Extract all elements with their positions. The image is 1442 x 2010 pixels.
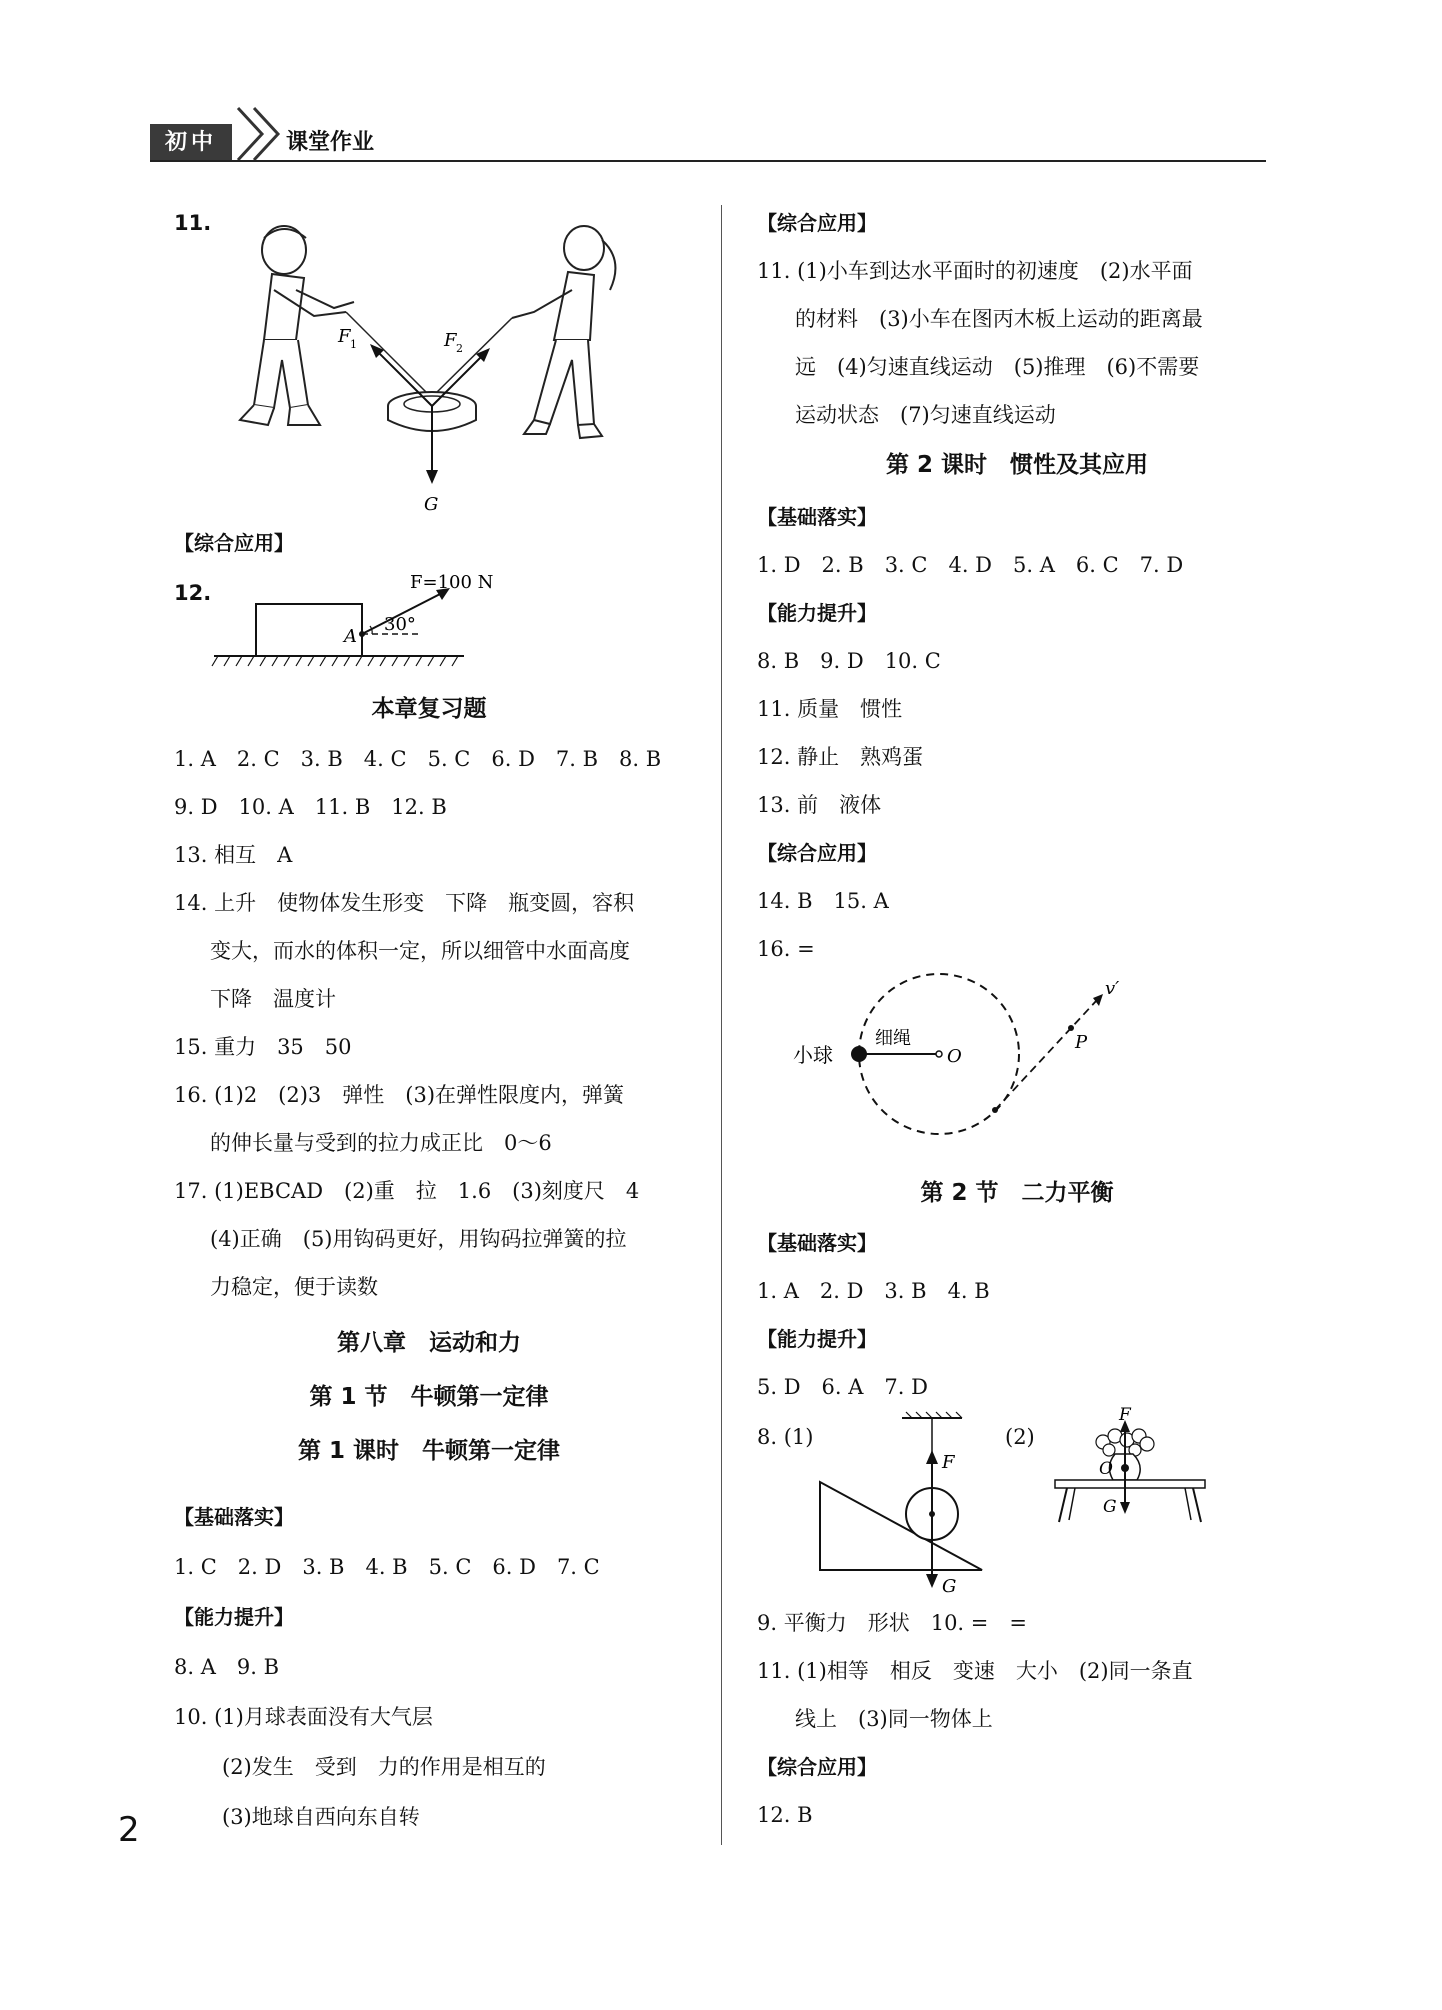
answer-line: 11. (1)相等 相反 变速 大小 (2)同一条直 xyxy=(757,1659,1193,1683)
review-line: 力稳定，便于读数 xyxy=(210,1275,378,1299)
ball-incline-figure xyxy=(812,1410,992,1600)
answer-line: 13. 前 液体 xyxy=(757,793,882,817)
q12-number: 12. xyxy=(174,581,212,605)
answer-line: 11. 质量 惯性 xyxy=(757,697,903,721)
section-label: 【能力提升】 xyxy=(174,1605,294,1629)
review-line: 13. 相互 A xyxy=(174,843,293,867)
answer-line: 9. 平衡力 形状 10. = = xyxy=(757,1611,1027,1635)
answer-line: 远 (4)匀速直线运动 (5)推理 (6)不需要 xyxy=(795,355,1200,379)
header-title: 课堂作业 xyxy=(286,130,375,155)
answer-line: 8. B 9. D 10. C xyxy=(757,649,941,673)
page-header xyxy=(150,104,1266,160)
section-label: 【基础落实】 xyxy=(757,505,877,529)
lesson-title: 第 1 课时 牛顿第一定律 xyxy=(297,1438,561,1464)
section-title: 第 1 节 牛顿第一定律 xyxy=(309,1384,549,1410)
label-rope: 细绳 xyxy=(875,1028,911,1049)
label-ball: 小球 xyxy=(793,1043,833,1067)
review-line: 变大，而水的体积一定，所以细管中水面高度 xyxy=(210,939,630,963)
label-g: G xyxy=(1103,1497,1117,1517)
label-o: O xyxy=(1099,1459,1113,1479)
review-line: (4)正确 (5)用钩码更好，用钩码拉弹簧的拉 xyxy=(210,1227,627,1251)
label-f: F xyxy=(942,1452,955,1473)
answer-line: 8. (1) xyxy=(757,1425,814,1449)
review-line: 14. 上升 使物体发生形变 下降 瓶变圆，容积 xyxy=(174,891,635,915)
label-o: O xyxy=(947,1046,962,1067)
review-line: 的伸长量与受到的拉力成正比 0～6 xyxy=(210,1131,552,1155)
review-line: 下降 温度计 xyxy=(210,987,336,1011)
label-g: G xyxy=(424,494,439,515)
circular-motion-figure xyxy=(787,970,1207,1140)
answer-line: (3)地球自西向东自转 xyxy=(222,1805,420,1829)
section-label: 【综合应用】 xyxy=(757,211,877,235)
section-label: 【综合应用】 xyxy=(174,531,294,555)
answer-line: 16. = xyxy=(757,937,815,961)
answer-line: 12. B xyxy=(757,1803,813,1827)
page-number: 2 xyxy=(118,1810,140,1850)
label-g: G xyxy=(942,1576,957,1597)
answer-line: 的材料 (3)小车在图丙木板上运动的距离最 xyxy=(795,307,1203,331)
label-f2: F xyxy=(444,330,457,351)
section-label: 【能力提升】 xyxy=(757,1327,877,1351)
answer-line: 1. D 2. B 3. C 4. D 5. A 6. C 7. D xyxy=(757,553,1184,577)
answer-line: (2) xyxy=(1005,1425,1035,1449)
answer-line: 5. D 6. A 7. D xyxy=(757,1375,928,1399)
section-label: 【能力提升】 xyxy=(757,601,877,625)
section-label: 【基础落实】 xyxy=(757,1231,877,1255)
answer-line: 1. C 2. D 3. B 4. B 5. C 6. D 7. C xyxy=(174,1555,600,1579)
label-a: A xyxy=(344,626,357,647)
girl-figure xyxy=(512,226,615,438)
review-line: 9. D 10. A 11. B 12. B xyxy=(174,795,447,819)
label-p: P xyxy=(1075,1032,1088,1053)
review-line: 15. 重力 35 50 xyxy=(174,1035,352,1059)
q11-number: 11. xyxy=(174,211,212,235)
vase-table-figure xyxy=(1035,1406,1215,1536)
section-label: 【基础落实】 xyxy=(174,1505,294,1529)
label-velocity: v′ xyxy=(1105,978,1120,999)
section-title: 第 2 节 二力平衡 xyxy=(920,1180,1114,1206)
review-line: 17. (1)EBCAD (2)重 拉 1.6 (3)刻度尺 4 xyxy=(174,1179,640,1203)
label-f1: F xyxy=(338,326,351,347)
answer-line: (2)发生 受到 力的作用是相互的 xyxy=(222,1755,546,1779)
answer-line: 运动状态 (7)匀速直线运动 xyxy=(795,403,1056,427)
chapter-title: 第八章 运动和力 xyxy=(337,1330,521,1356)
block-force-figure xyxy=(204,568,584,678)
review-title: 本章复习题 xyxy=(371,696,487,722)
lesson-title: 第 2 课时 惯性及其应用 xyxy=(885,452,1149,478)
label-force: F=100 N xyxy=(410,572,494,593)
review-line: 1. A 2. C 3. B 4. C 5. C 6. D 7. B 8. B xyxy=(174,747,662,771)
review-line: 16. (1)2 (2)3 弹性 (3)在弹性限度内，弹簧 xyxy=(174,1083,625,1107)
section-label: 【综合应用】 xyxy=(757,1755,877,1779)
header-tag: 初中 xyxy=(150,124,232,162)
svg-text:1: 1 xyxy=(350,338,357,351)
label-angle: 30° xyxy=(384,614,416,635)
svg-text:2: 2 xyxy=(456,342,463,355)
section-label: 【综合应用】 xyxy=(757,841,877,865)
answer-line: 10. (1)月球表面没有大气层 xyxy=(174,1705,433,1729)
tug-of-war-figure xyxy=(234,220,664,520)
answer-line: 1. A 2. D 3. B 4. B xyxy=(757,1279,990,1303)
boy-figure xyxy=(240,226,354,425)
answer-line: 8. A 9. B xyxy=(174,1655,280,1679)
answer-line: 11. (1)小车到达水平面时的初速度 (2)水平面 xyxy=(757,259,1193,283)
header-rule xyxy=(150,160,1266,162)
answer-line: 线上 (3)同一物体上 xyxy=(795,1707,993,1731)
column-divider xyxy=(721,205,722,1845)
label-f: F xyxy=(1119,1406,1131,1425)
answer-line: 14. B 15. A xyxy=(757,889,889,913)
answer-line: 12. 静止 熟鸡蛋 xyxy=(757,745,924,769)
